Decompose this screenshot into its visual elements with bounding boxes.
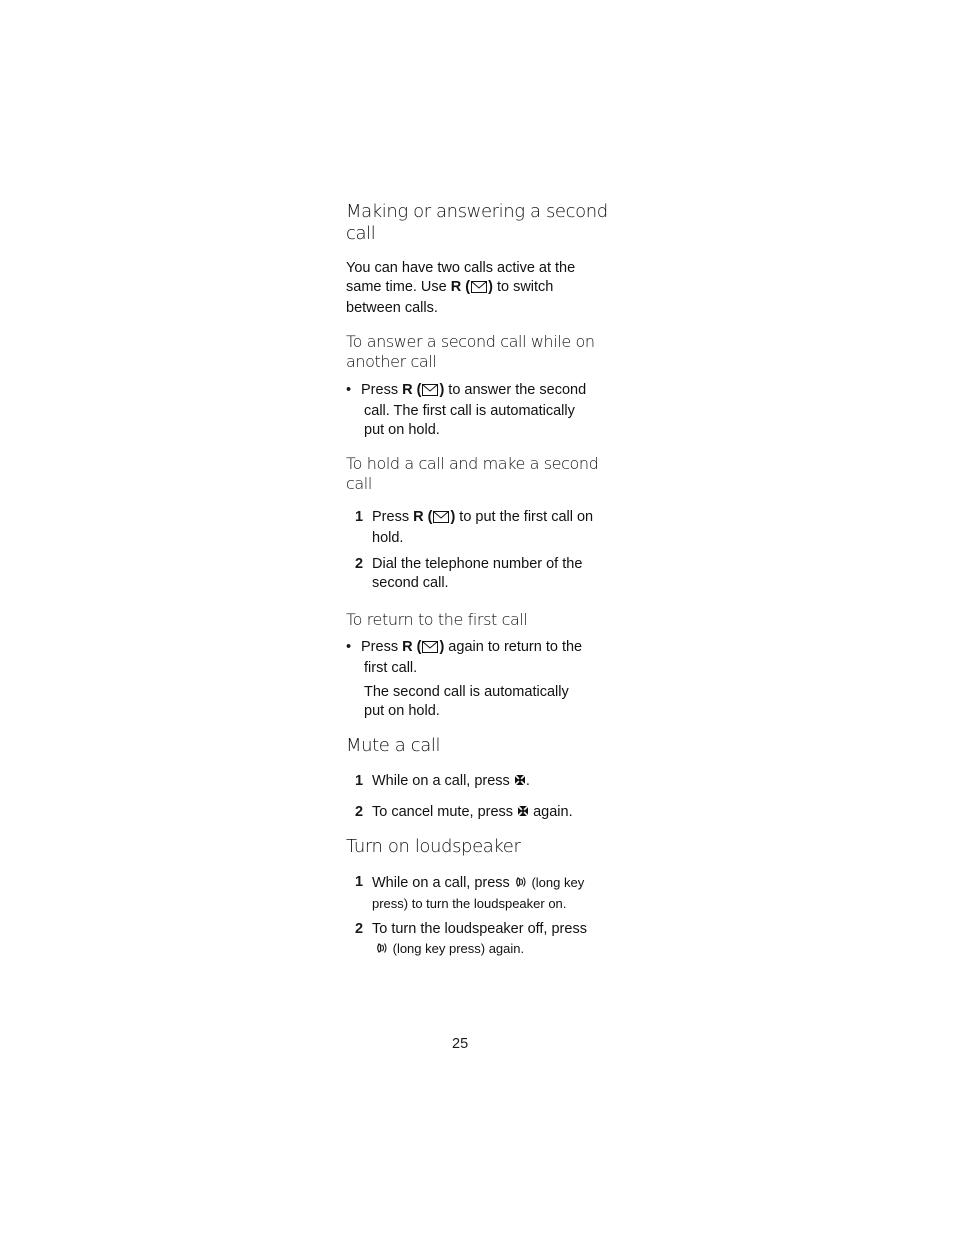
r-key-label: R ( [402,382,422,398]
bullet: • [346,382,352,398]
step-number: 1 [355,773,364,789]
envelope-icon [471,280,487,299]
title-line: Making or answering a second [346,201,608,222]
step-text [372,920,587,960]
title-line: To answer a second call while on [346,332,595,351]
text-line: You can have two calls active at the [346,260,576,276]
subsection-title-answer-second [346,332,595,372]
text-line: first call. [364,660,418,676]
intro-paragraph [346,259,575,318]
text-line: Press R ( ) again to return to the [361,638,582,659]
step-text [372,508,593,548]
section-title-second-call [346,201,608,245]
bullet: • [346,639,352,655]
subsection-title-hold-call [346,454,598,494]
step-number: 1 [355,509,364,525]
section-title-loudspeaker: Turn on loudspeaker [346,836,521,857]
text-line: To turn the loudspeaker off, press [372,921,587,937]
text-line: same time. Use R ( ) to switch [346,278,575,299]
section-title-mute: Mute a call [346,735,441,756]
title-line: call [346,474,372,493]
text-line: second call. [372,575,449,591]
text-line: put on hold. [364,422,440,438]
r-key-label: R ( [450,279,471,295]
r-key-label: R ( [413,509,433,525]
step-number: 2 [355,921,364,937]
mute-icon [517,804,529,823]
text-line: call. The first call is automatically [364,403,575,419]
step-text [372,555,582,593]
text-line: Press R ( ) to put the first call on [372,508,593,529]
step-text: While on a call, press . [372,772,530,792]
text-line: The second call is automatically [364,684,569,700]
title-line: another call [346,352,437,371]
envelope-icon [422,640,438,659]
text-line: press) to turn the loudspeaker on. [372,896,567,911]
envelope-icon [422,383,438,402]
bullet-text [361,381,586,440]
text-line: Press R ( ) to answer the second [361,381,586,402]
r-key-label: R ( [402,639,422,655]
loudspeaker-key-icon [375,941,389,960]
step-text [372,873,584,913]
title-line: call [346,223,376,244]
step-text: To cancel mute, press again. [372,803,573,823]
bullet-text [361,638,582,678]
step-number: 2 [355,556,364,572]
text-line: hold. [372,530,404,546]
loudspeaker-key-icon [514,875,528,894]
text-line: put on hold. [364,703,440,719]
text-line: between calls. [346,300,438,316]
text-line: Dial the telephone number of the [372,556,583,572]
step-number: 2 [355,804,364,820]
title-line: To hold a call and make a second [346,454,599,473]
subsection-title-return-first: To return to the first call [346,610,528,629]
step-number: 1 [355,874,364,890]
text-line: (long key press) again. [372,939,587,960]
page-number: 25 [452,1036,469,1052]
envelope-icon [433,510,449,529]
text-line: While on a call, press (long key [372,873,584,894]
note-text [364,683,569,721]
mute-icon [514,773,526,792]
